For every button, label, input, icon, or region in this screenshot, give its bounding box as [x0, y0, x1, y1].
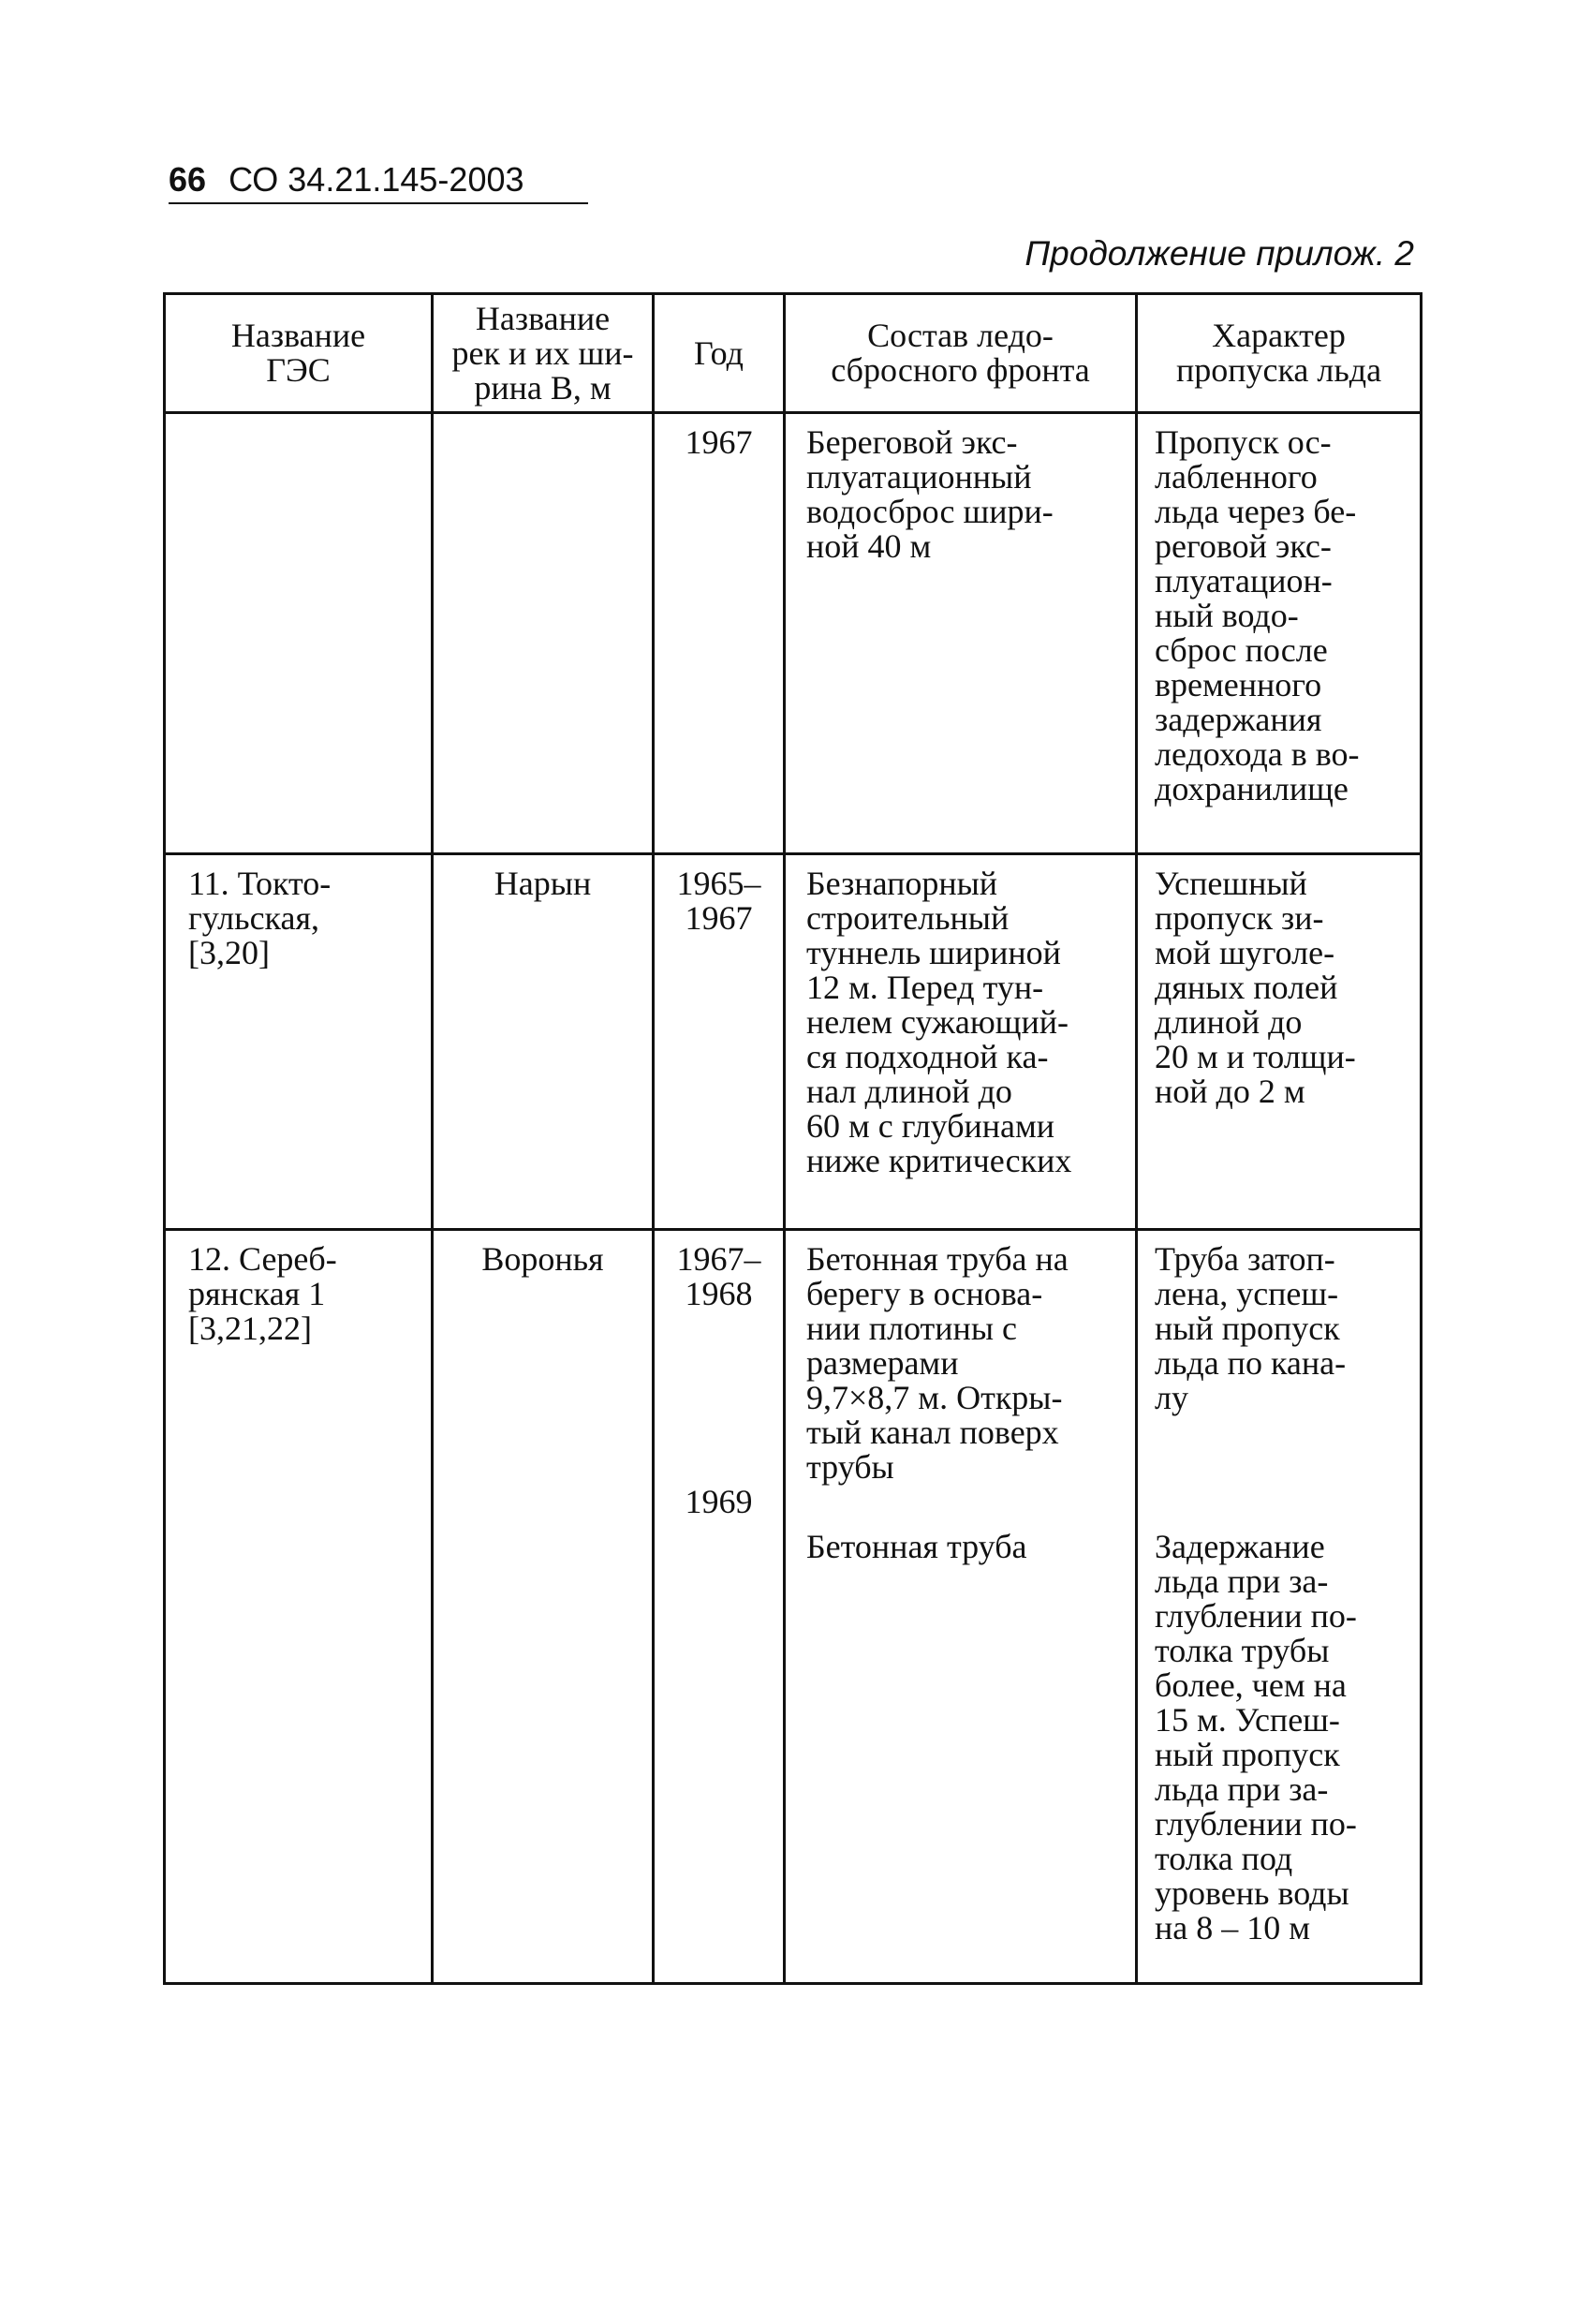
- cell-front: Береговой экс- плуатационный водосброс шири- ной 40 м: [785, 413, 1137, 854]
- cell-river: [433, 413, 654, 854]
- cell-hpp-name: [165, 413, 433, 854]
- sub-entry-spacer: [806, 1485, 1126, 1530]
- column-header-year: Год: [654, 294, 785, 413]
- column-header-river: Название рек и их ши- рина В, м: [433, 294, 654, 413]
- cell-hpp-name: 12. Сереб- рянская 1 [3,21,22]: [165, 1230, 433, 1984]
- sub-entry-spacer: [660, 1311, 777, 1485]
- ice-discharge-table: [163, 292, 1422, 1985]
- header-rule: [169, 202, 588, 204]
- cell-year: 1967: [654, 413, 785, 854]
- sub-entry-spacer: [1155, 1415, 1412, 1530]
- table-row: [165, 413, 1422, 854]
- column-header-hpp-name: Название ГЭС: [165, 294, 433, 413]
- document-code: СО 34.21.145-2003: [228, 160, 524, 199]
- cell-year: 1967– 1968 1969: [654, 1230, 785, 1984]
- table-row: [165, 854, 1422, 1230]
- cell-year: 1965– 1967: [654, 854, 785, 1230]
- cell-river: Воронья: [433, 1230, 654, 1984]
- page-number: 66: [169, 160, 207, 199]
- continuation-label: Продолжение прилож. 2: [1024, 234, 1414, 273]
- table-header-row: [165, 294, 1422, 413]
- cell-character: Пропуск ос- лабленного льда через бе- реговой экс- плуатацион- ный водо- сброс после временного задержания ледохода в во- дохранилище: [1137, 413, 1422, 854]
- page-header: [169, 161, 524, 199]
- cell-hpp-name: 11. Токто- гульская, [3,20]: [165, 854, 433, 1230]
- column-header-character: Характер пропуска льда: [1137, 294, 1422, 413]
- cell-character: Труба затоп- лена, успеш- ный пропуск льда по кана- лу Задержание льда при за- глублении по- толка трубы более, чем на 15 м. Успеш- ный пропуск льда при за- глублении по- толка под уровень воды на 8 – 10 м: [1137, 1230, 1422, 1984]
- cell-front: Безнапорный строительный туннель шириной 12 м. Перед тун- нелем сужающий- ся подходной ка- нал длиной до 60 м с глубинами ниже критических: [785, 854, 1137, 1230]
- table-row: [165, 1230, 1422, 1984]
- cell-front: Бетонная труба на берегу в основа- нии плотины с размерами 9,7×8,7 м. Откры- тый канал поверх трубы Бетонная труба: [785, 1230, 1137, 1984]
- column-header-front: Состав ледо- сбросного фронта: [785, 294, 1137, 413]
- cell-river: Нарын: [433, 854, 654, 1230]
- cell-character: Успешный пропуск зи- мой шуголе- дяных полей длиной до 20 м и толщи- ной до 2 м: [1137, 854, 1422, 1230]
